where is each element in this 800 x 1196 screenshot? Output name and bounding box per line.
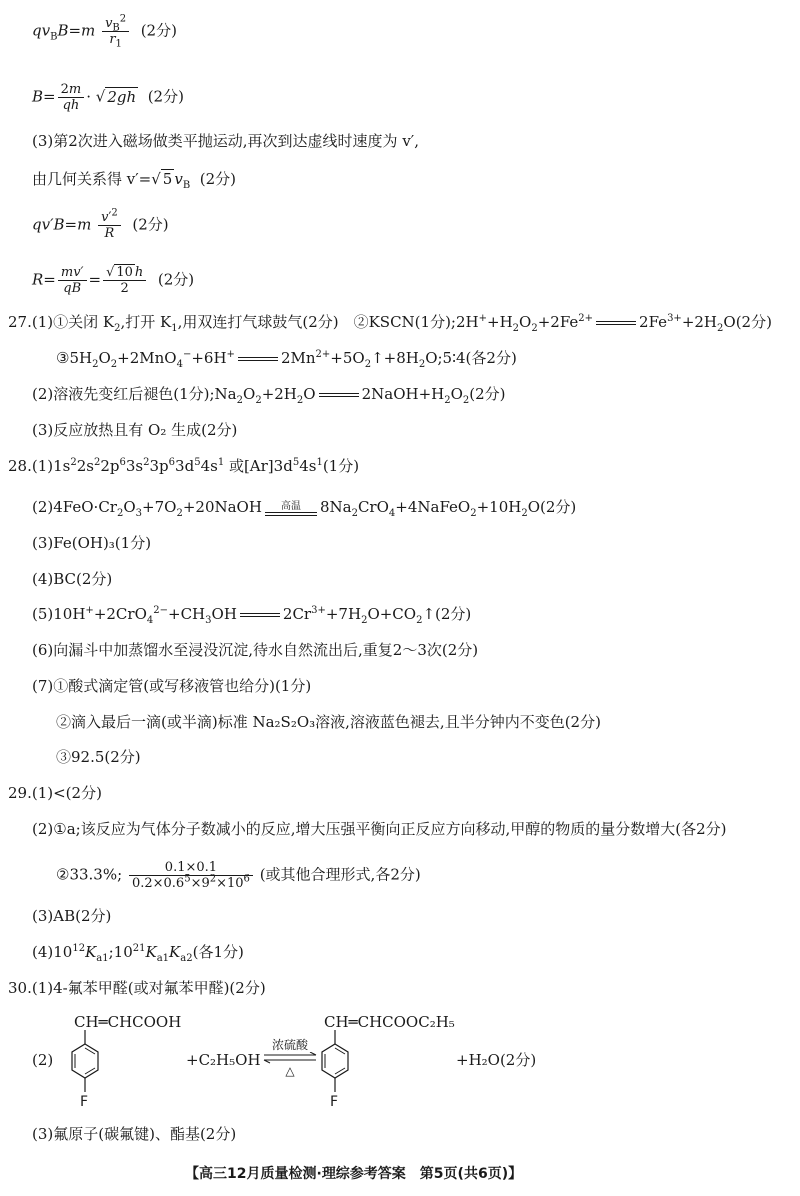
reagent-text: +C₂H₅OH bbox=[186, 1051, 261, 1069]
physics-l4-score: (2分) bbox=[199, 170, 236, 188]
q29-line-3: ②33.3%; $\frac{0.1\times 0.1}{0.2\times 0.6^5\times 9^2\times 10^6}$ (或其他合理形式,各2分) bbox=[56, 860, 421, 891]
q29-line-4: (3)AB(2分) bbox=[32, 907, 112, 925]
physics-line-6: R= $\frac{mv'}{qB}$ = $\frac{√ 10 h}{2}$ (2分) bbox=[32, 265, 195, 296]
q29-line-5: $(4)10^{12}K_{a1};10^{21}K_{a1}K_{a2}$(各1分) bbox=[32, 943, 244, 964]
physics-l4-prefix: 由几何关系得 v′= bbox=[32, 170, 152, 188]
q30-line-3: (3)氟原子(碳氟键)、酯基(2分) bbox=[32, 1125, 237, 1143]
q28-line-5: $(5)10H^++2CrO_4^{2-}+CH_3OH$ $2Cr^{3+}+7H_2O+CO_2↑(2$分) bbox=[32, 605, 472, 626]
product-chain-label: CH═CHCOOC₂H₅ bbox=[324, 1013, 455, 1031]
q29-line-1: 29.(1)<(2分) bbox=[8, 784, 102, 802]
q28-line-2: $(2)4FeO\cdot Cr_2O_3+7O_2+20NaOH$ 高温 $8Na_2CrO_4+4NaFeO_2+10H_2O(2$分) bbox=[32, 498, 577, 519]
physics-line-3: (3)第2次进入磁场做类平抛运动,再次到达虚线时速度为 v′, bbox=[32, 132, 419, 150]
physics-l5-score: (2分) bbox=[132, 215, 169, 234]
q27-line-2: $③5H_2O_2+2MnO_4^-+6H^+$ $2Mn^{2+}+5O_2↑+8H_2O;5∶4$(各2分) bbox=[56, 349, 517, 370]
high-temperature-condition: 高温 bbox=[265, 501, 317, 516]
reactant-fluorine: F bbox=[80, 1094, 89, 1110]
benzene-ring-icon bbox=[60, 1012, 120, 1117]
reactant-molecule bbox=[60, 1012, 200, 1117]
q30-line-1: 30.(1)4-氟苯甲醛(或对氟苯甲醛)(2分) bbox=[8, 979, 266, 997]
physics-l2-score: (2分) bbox=[147, 87, 184, 106]
q28-line-6: (6)向漏斗中加蒸馏水至浸没沉淀,待水自然流出后,重复2～3次(2分) bbox=[32, 641, 479, 659]
q28-line-3: (3)Fe(OH)₃(1分) bbox=[32, 534, 152, 552]
q29-line-2: (2)①a;该反应为气体分子数减小的反应,增大压强平衡向正反应方向移动,甲醇的物质的量分数增大(各2分) bbox=[32, 820, 727, 838]
q28-line-7: (7)①酸式滴定管(或写移液管也给分)(1分) bbox=[32, 677, 312, 695]
page-footer: 【高三12月质量检测·理综参考答案 第5页(共6页)】 bbox=[185, 1166, 523, 1182]
product-tail-text: +H₂O(2分) bbox=[456, 1051, 537, 1069]
q27-line-4: (3)反应放热且有 O₂ 生成(2分) bbox=[32, 421, 238, 439]
q29-fraction: $\frac{0.1\times 0.1}{0.2\times 0.6^5\times 9^2\times 10^6}$ bbox=[129, 860, 253, 891]
physics-line-2: B= $\frac{2m}{qh}$ · √ 2gh (2分) bbox=[32, 82, 184, 113]
physics-l6-score: (2分) bbox=[157, 270, 195, 289]
q28-line-4: (4)BC(2分) bbox=[32, 570, 113, 588]
q28-line-1: $28.(1)1s^22s^22p^63s^23p^63d^54s^1$ 或$[Ar]3d^54s^1(1$分) bbox=[8, 457, 360, 475]
benzene-ring-icon bbox=[310, 1012, 370, 1117]
product-fluorine: F bbox=[330, 1094, 339, 1110]
q28-line-9: ③92.5(2分) bbox=[56, 748, 141, 766]
catalyst-label: 浓硫酸 bbox=[271, 1038, 308, 1052]
q28-line-8: ②滴入最后一滴(或半滴)标准 Na₂S₂O₃溶液,溶液蓝色褪去,且半分钟内不变色(2分) bbox=[56, 713, 601, 731]
physics-l1-score: (2分) bbox=[140, 21, 177, 40]
q27-line-1: 27.(1)①关闭 $K_2$,打开 $K_1$,用双连打气球鼓气(2分) ②KSCN(1分)$;2H^++H_2O_2+2Fe^{2+}$ $2Fe^{3+}+2H_2O(2$分) bbox=[8, 313, 772, 334]
reactant-chain-label: CH═CHCOOH bbox=[74, 1013, 182, 1031]
physics-line-4: 由几何关系得 v′=√ 5 $v_B$ (2分) bbox=[32, 170, 236, 191]
physics-line-5: qv′B=m $\frac{v'^2}{R}$ (2分) bbox=[32, 207, 169, 241]
physics-line-1: $qv_BB=m$ $\frac{v_B^2}{r_1}$ (2分) bbox=[32, 13, 177, 50]
heat-label: △ bbox=[285, 1064, 295, 1078]
q27-line-3: (2)溶液先变红后褪色(1分)$;Na_2O_2+2H_2O$ $2NaOH+H_2O_2(2$分) bbox=[32, 385, 506, 406]
q30-reaction-label: (2) bbox=[32, 1051, 54, 1069]
